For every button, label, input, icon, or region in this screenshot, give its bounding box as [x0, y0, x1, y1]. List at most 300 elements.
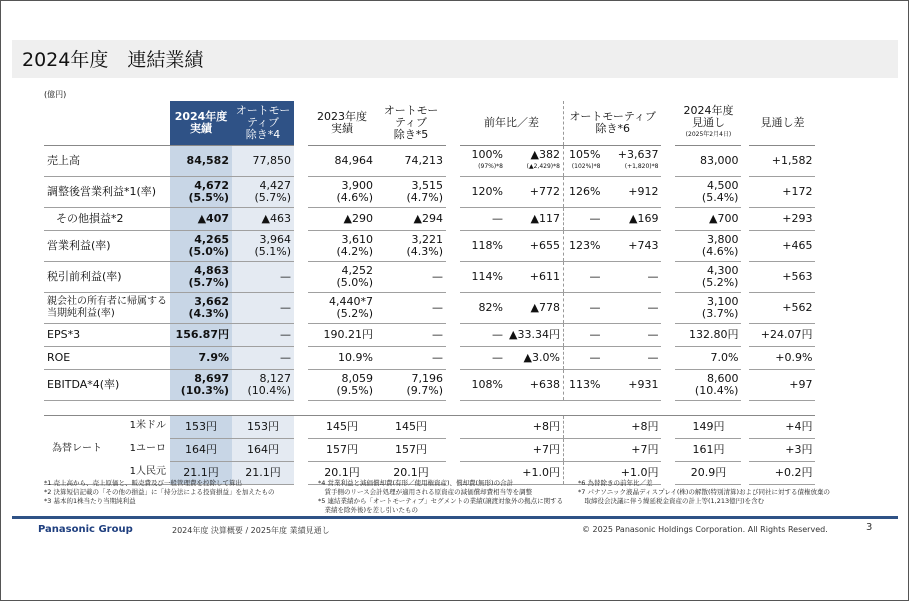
yoy-diff-value: ▲33.34円: [509, 328, 560, 341]
note-line: 業績を除外後)を差し引いたもの: [318, 506, 419, 514]
column-gap: [294, 439, 308, 462]
fx-forecast-diff: [749, 439, 815, 462]
fy2023-auto-value-value: 74,213: [404, 154, 443, 167]
yoy-auto-ratio-value: —: [589, 301, 601, 314]
table-row: [44, 231, 815, 262]
yoy-auto-diff-value: —: [647, 351, 659, 364]
note-line: 賃手側のリース会計処理が適用される原資産の減価償却費相当等を調整: [318, 488, 533, 496]
yoy-auto-diff: [603, 324, 661, 347]
fy2023-value-value: 3,610: [341, 233, 373, 246]
column-gap: [661, 324, 675, 347]
yoy-auto-ratio: [563, 231, 603, 262]
forecast-diff-value: +24.07円: [760, 328, 813, 341]
footer-doc-title: 2024年度 決算概要 / 2025年度 業績見通し: [172, 526, 330, 535]
forecast-value: [675, 324, 741, 347]
fy2023-auto-value-value: 7,196: [411, 372, 443, 385]
forecast-diff: [749, 324, 815, 347]
yoy-auto-diff: [603, 370, 661, 401]
fx-label: 為替レート: [52, 442, 102, 454]
yoy-ratio-value: —: [492, 351, 503, 364]
column-gap: [294, 370, 308, 401]
notes-col1: [44, 479, 274, 506]
yoy-auto-diff: [603, 208, 661, 231]
yoy-diff-value: ▲382: [530, 148, 560, 161]
note-line: *5 連結業績から「オートモーティブ」セグメントの業績(譲渡対象外の拠点に関する: [318, 497, 564, 505]
fx-yoy-diff-value: +8円: [532, 420, 560, 433]
fy2023-value: [308, 146, 376, 177]
yoy-diff: [506, 231, 563, 262]
row-label: [44, 262, 170, 293]
header-fy2023-auto: [376, 101, 446, 146]
fx-fy2024-auto: [232, 416, 294, 439]
header-yoy-value: 前年比／差: [483, 116, 539, 129]
column-gap: [741, 370, 749, 401]
fx-forecast-value: 149円: [692, 420, 725, 433]
column-gap: [294, 208, 308, 231]
forecast-diff: [749, 293, 815, 324]
yoy-auto-diff-value: +931: [628, 378, 659, 391]
forecast-diff-value: +465: [782, 239, 813, 252]
column-gap: [741, 416, 749, 439]
yoy-auto-diff-sub: (+1,820)*8: [624, 163, 659, 170]
yoy-auto-ratio-value: —: [589, 328, 601, 341]
fy2023-value-value: 190.21円: [323, 328, 373, 341]
yoy-ratio-sub: (97%)*8: [478, 163, 503, 170]
column-gap: [661, 146, 675, 177]
header-diff: [749, 101, 815, 146]
fx-yoy-diff: [460, 439, 563, 462]
forecast-value-sub: (5.4%): [701, 191, 739, 204]
yoy-ratio-value: 100%: [471, 148, 503, 161]
fy2023-value-value: ▲290: [343, 212, 373, 225]
column-gap: [446, 177, 460, 208]
column-gap: [741, 262, 749, 293]
fy2024-auto-value-value: ▲463: [261, 212, 291, 225]
yoy-auto-ratio: [563, 146, 603, 177]
fx-forecast: [675, 416, 741, 439]
fx-yoy-diff: [460, 416, 563, 439]
fy2024-auto-value-sub: (5.7%): [254, 191, 291, 204]
row-label-value: 親会社の所有者に帰属する 当期純利益(率): [47, 296, 167, 319]
fy2023-auto-value: [376, 293, 446, 324]
yoy-auto-diff-value: +3,637: [617, 148, 659, 161]
fy2023-value: [308, 231, 376, 262]
fy2023-auto-value: [376, 231, 446, 262]
row-label-value: ROE: [47, 351, 71, 364]
yoy-auto-ratio-sub: (102%)*8: [571, 163, 601, 170]
fx-label-cell: [44, 416, 170, 439]
fy2024-auto-value: [232, 231, 294, 262]
column-gap: [446, 231, 460, 262]
yoy-ratio: [460, 208, 506, 231]
table-row: [44, 146, 815, 177]
yoy-auto-ratio-value: 126%: [569, 185, 601, 198]
fx-fy2024-auto-value: 21.1円: [245, 466, 281, 479]
column-gap: [446, 347, 460, 370]
fy2024-auto-value: [232, 324, 294, 347]
fy2023-auto-value-value: —: [432, 351, 443, 364]
fx-yoy-auto-diff-value: +7円: [631, 443, 659, 456]
column-gap: [741, 146, 749, 177]
forecast-diff: [749, 146, 815, 177]
fy2023-auto-value-value: —: [432, 328, 443, 341]
fy2023-auto-value-sub: (4.3%): [406, 245, 443, 258]
slide-title: 2024年度 連結業績: [22, 49, 204, 71]
note-line: *2 決算短信記載の「その他の損益」に「持分法による投資損益」を加えたもの: [44, 488, 275, 496]
column-gap: [661, 262, 675, 293]
header-forecast-sub: (2025年2月4日): [685, 131, 732, 138]
header-fy2024: [170, 101, 232, 146]
yoy-ratio: [460, 347, 506, 370]
row-label: [44, 324, 170, 347]
header-fy2023: [308, 101, 376, 146]
column-gap: [294, 462, 308, 485]
row-label-value: その他損益*2: [56, 212, 124, 225]
yoy-auto-diff: [603, 146, 661, 177]
yoy-diff: [506, 324, 563, 347]
fy2023-auto-value-value: 3,515: [411, 179, 443, 192]
yoy-diff-value: ▲778: [530, 301, 560, 314]
fy2023-auto-value-value: 3,221: [411, 233, 443, 246]
yoy-auto-ratio: [563, 347, 603, 370]
fx-fy2023-auto: [376, 439, 446, 462]
yoy-auto-diff: [603, 293, 661, 324]
fy2024-auto-value: [232, 177, 294, 208]
yoy-ratio: [460, 231, 506, 262]
yoy-ratio: [460, 177, 506, 208]
forecast-value-value: 4,300: [706, 264, 739, 277]
fy2024-value-sub: (5.5%): [188, 191, 229, 204]
forecast-value-sub: (4.6%): [701, 245, 739, 258]
footer-bar: [12, 516, 898, 519]
row-label: [44, 208, 170, 231]
yoy-auto-diff-value: —: [647, 301, 659, 314]
forecast-value-sub: (10.4%): [694, 384, 739, 397]
fy2023-auto-value: [376, 208, 446, 231]
fy2024-value-value: 3,662: [194, 295, 229, 308]
yoy-auto-ratio-value: —: [589, 351, 601, 364]
fy2023-value-sub: (4.2%): [336, 245, 373, 258]
row-label-value: 税引前利益(率): [47, 270, 122, 283]
yoy-ratio-value: —: [492, 212, 503, 225]
fy2024-value-sub: (10.3%): [180, 384, 229, 397]
forecast-diff: [749, 262, 815, 293]
column-gap: [661, 231, 675, 262]
notes-col3: [578, 479, 830, 506]
fy2023-value-sub: (5.0%): [336, 276, 373, 289]
fx-row: [44, 416, 815, 439]
fy2024-value-sub: (5.7%): [188, 276, 229, 289]
fx-forecast-diff-value: +3円: [785, 443, 813, 456]
yoy-auto-ratio: [563, 262, 603, 293]
header-fy2024-value: 2024年度 実績: [174, 110, 228, 135]
column-gap: [446, 324, 460, 347]
column-gap: [661, 293, 675, 324]
fx-currency: 1米ドル: [129, 420, 166, 431]
yoy-diff: [506, 262, 563, 293]
column-gap: [294, 347, 308, 370]
fy2023-auto-value-sub: (9.7%): [406, 384, 443, 397]
column-gap: [661, 101, 675, 146]
fx-yoy-auto-diff: [563, 439, 661, 462]
yoy-auto-diff: [603, 231, 661, 262]
row-label: [44, 146, 170, 177]
row-label-value: EBITDA*4(率): [47, 378, 120, 391]
fy2023-auto-value-value: —: [432, 270, 443, 283]
fy2024-auto-value-value: —: [280, 301, 291, 314]
row-label: [44, 293, 170, 324]
note-line: 取締役会決議に伴う繰延税金資産の計上等(1,213億円)を含む: [578, 497, 765, 505]
fy2023-auto-value: [376, 262, 446, 293]
row-label-value: 調整後営業利益*1(率): [47, 185, 157, 198]
column-gap: [294, 231, 308, 262]
yoy-auto-ratio: [563, 293, 603, 324]
note-line: *4 営業利益と減価償却費(有形／使用権資産)、償却費(無形)の合計: [318, 479, 514, 487]
fx-fy2024-auto-value: 153円: [247, 420, 279, 433]
table-row: [44, 347, 815, 370]
fy2024-value: [170, 231, 232, 262]
fx-fy2023: [308, 416, 376, 439]
brand-logo: Panasonic Group: [38, 524, 133, 535]
forecast-diff-value: +563: [782, 270, 813, 283]
forecast-value-value: 132.80円: [688, 328, 739, 341]
fy2024-value-sub: (5.0%): [188, 245, 229, 258]
fy2023-auto-value: [376, 177, 446, 208]
fy2024-auto-value-value: 3,964: [259, 233, 291, 246]
forecast-diff-value: +293: [782, 212, 813, 225]
forecast-value: [675, 347, 741, 370]
column-gap: [446, 262, 460, 293]
fy2024-value: [170, 293, 232, 324]
fy2023-value-sub: (4.6%): [336, 191, 373, 204]
fx-row: [44, 439, 815, 462]
table-row: [44, 208, 815, 231]
fy2023-auto-value: [376, 324, 446, 347]
column-gap: [741, 177, 749, 208]
fx-forecast-diff-value: +4円: [785, 420, 813, 433]
fx-fy2023-auto-value: 157円: [395, 443, 427, 456]
fy2024-auto-value-value: —: [280, 328, 291, 341]
note-line: *1 売上高から、売上原価と、販売費及び一般管理費を控除して算出: [44, 479, 242, 487]
column-gap: [294, 262, 308, 293]
forecast-diff-value: +97: [789, 378, 813, 391]
yoy-auto-diff: [603, 262, 661, 293]
forecast-value: [675, 370, 741, 401]
yoy-auto-diff-value: —: [647, 328, 659, 341]
fx-fy2024: [170, 439, 232, 462]
forecast-value: [675, 231, 741, 262]
fx-fy2024-value: 164円: [185, 443, 217, 456]
fy2023-value: [308, 293, 376, 324]
column-gap: [741, 101, 749, 146]
yoy-auto-diff: [603, 347, 661, 370]
table-row: [44, 177, 815, 208]
fx-fy2023-auto-value: 145円: [395, 420, 427, 433]
forecast-value-value: 83,000: [699, 154, 739, 167]
yoy-diff: [506, 208, 563, 231]
forecast-value: [675, 146, 741, 177]
forecast-diff: [749, 231, 815, 262]
fy2024-value-sub: (4.3%): [188, 307, 229, 320]
table-row: [44, 293, 815, 324]
fy2023-auto-value-sub: (4.7%): [406, 191, 443, 204]
fx-forecast-diff-value: +0.2円: [774, 466, 813, 479]
note-line: *3 基本的1株当たり当期純利益: [44, 497, 136, 505]
fx-yoy-diff-value: +7円: [532, 443, 560, 456]
yoy-auto-diff-value: +743: [628, 239, 659, 252]
column-gap: [446, 439, 460, 462]
fy2024-auto-value-sub: (5.1%): [254, 245, 291, 258]
fy2023-value-value: 84,964: [334, 154, 373, 167]
header-row: [44, 101, 815, 146]
fy2024-auto-value: [232, 262, 294, 293]
yoy-ratio-value: 118%: [471, 239, 503, 252]
fy2024-auto-value: [232, 370, 294, 401]
yoy-ratio-value: 120%: [471, 185, 503, 198]
forecast-value-value: 7.0%: [710, 351, 739, 364]
fy2024-value: [170, 324, 232, 347]
fx-fy2024-auto-value: 164円: [247, 443, 279, 456]
yoy-auto-diff: [603, 177, 661, 208]
column-gap: [741, 324, 749, 347]
yoy-ratio-value: 108%: [471, 378, 503, 391]
column-gap: [741, 231, 749, 262]
fx-forecast-diff: [749, 416, 815, 439]
yoy-auto-ratio: [563, 324, 603, 347]
yoy-diff-value: +772: [529, 185, 560, 198]
column-gap: [446, 146, 460, 177]
column-gap: [661, 370, 675, 401]
yoy-auto-ratio: [563, 177, 603, 208]
fy2024-value: [170, 146, 232, 177]
yoy-ratio: [460, 146, 506, 177]
forecast-value: [675, 293, 741, 324]
fy2023-value-value: 3,900: [341, 179, 373, 192]
forecast-value-value: 3,100: [706, 295, 739, 308]
fy2024-value-value: 84,582: [186, 154, 229, 167]
unit-label: (億円): [44, 90, 67, 99]
row-label: [44, 370, 170, 401]
fy2024-value-value: 7.9%: [198, 351, 229, 364]
yoy-ratio: [460, 262, 506, 293]
fy2024-value-value: 4,863: [194, 264, 229, 277]
column-gap: [294, 324, 308, 347]
yoy-ratio-value: —: [492, 328, 503, 341]
fy2024-auto-value: [232, 293, 294, 324]
yoy-auto-ratio-value: 123%: [569, 239, 601, 252]
notes-col2: [318, 479, 563, 515]
spacer-row: [44, 401, 815, 416]
yoy-diff: [506, 293, 563, 324]
header-yoy-auto-value: オートモーティブ 除き*6: [569, 110, 657, 135]
column-gap: [446, 416, 460, 439]
row-label: [44, 177, 170, 208]
fx-label-cell: [44, 439, 170, 462]
forecast-diff: [749, 370, 815, 401]
forecast-diff-value: +1,582: [771, 154, 813, 167]
forecast-diff-value: +0.9%: [775, 351, 813, 364]
column-gap: [446, 208, 460, 231]
header-forecast-value: 2024年度 見通し: [683, 104, 734, 129]
fy2023-value-value: 4,440*7: [329, 295, 373, 308]
fx-yoy-auto-diff: [563, 416, 661, 439]
fy2024-auto-value: [232, 347, 294, 370]
yoy-auto-ratio: [563, 208, 603, 231]
fy2023-auto-value: [376, 146, 446, 177]
spacer-cell: [44, 401, 815, 416]
footer-copyright: © 2025 Panasonic Holdings Corporation. All Rights Reserved.: [582, 525, 828, 534]
column-gap: [446, 293, 460, 324]
forecast-value-sub: (5.2%): [701, 276, 739, 289]
fy2024-auto-value: [232, 146, 294, 177]
fx-currency: 1人民元: [129, 465, 166, 477]
fx-yoy-auto-diff-value: +1.0円: [620, 466, 659, 479]
yoy-diff: [506, 177, 563, 208]
yoy-ratio: [460, 293, 506, 324]
yoy-auto-ratio-value: —: [589, 212, 601, 225]
column-gap: [741, 293, 749, 324]
table-row: [44, 324, 815, 347]
fy2024-auto-value-value: —: [280, 270, 291, 283]
row-label-value: 営業利益(率): [47, 239, 111, 252]
row-label-value: 売上高: [47, 154, 80, 167]
forecast-diff: [749, 208, 815, 231]
forecast-value: [675, 262, 741, 293]
results-table-body: [44, 101, 815, 485]
fy2023-value: [308, 324, 376, 347]
fx-forecast: [675, 439, 741, 462]
forecast-diff: [749, 347, 815, 370]
fy2023-value-value: 8,059: [341, 372, 373, 385]
yoy-auto-ratio: [563, 370, 603, 401]
page-number: 3: [866, 522, 873, 533]
fx-forecast-value: 161円: [692, 443, 725, 456]
header-fy2023-auto-value: オートモーティブ 除き*5: [383, 104, 439, 141]
fx-yoy-diff-value: +1.0円: [522, 466, 560, 479]
row-label-value: EPS*3: [47, 328, 81, 341]
fy2024-auto-value-value: 77,850: [252, 154, 291, 167]
fy2024-value: [170, 208, 232, 231]
header-fy2024-auto-value: オートモーティブ 除き*4: [235, 104, 291, 141]
forecast-value-value: ▲700: [708, 212, 739, 225]
yoy-diff-value: ▲3.0%: [523, 351, 560, 364]
header-yoy: [460, 101, 563, 146]
fy2024-value-value: 4,672: [194, 179, 229, 192]
fy2024-value: [170, 262, 232, 293]
yoy-diff: [506, 370, 563, 401]
yoy-auto-diff-value: ▲169: [628, 212, 659, 225]
header-fy2024-auto: [232, 101, 294, 146]
fx-forecast-value: 20.9円: [690, 466, 727, 479]
fy2024-value-value: 8,697: [194, 372, 229, 385]
fy2024-auto-value-value: —: [280, 351, 291, 364]
forecast-value: [675, 208, 741, 231]
forecast-value-sub: (3.7%): [701, 307, 739, 320]
fx-fy2023-auto-value: 20.1円: [393, 466, 429, 479]
forecast-value-value: 4,500: [706, 179, 739, 192]
fx-currency: 1ユーロ: [129, 442, 166, 454]
yoy-ratio-value: 82%: [478, 301, 503, 314]
yoy-diff-value: ▲117: [530, 212, 560, 225]
fy2024-auto-value-value: 4,427: [259, 179, 291, 192]
yoy-auto-ratio-value: —: [589, 270, 601, 283]
row-label: [44, 347, 170, 370]
column-gap: [446, 370, 460, 401]
header-blank: [44, 101, 170, 146]
column-gap: [294, 416, 308, 439]
column-gap: [294, 101, 308, 146]
column-gap: [294, 177, 308, 208]
